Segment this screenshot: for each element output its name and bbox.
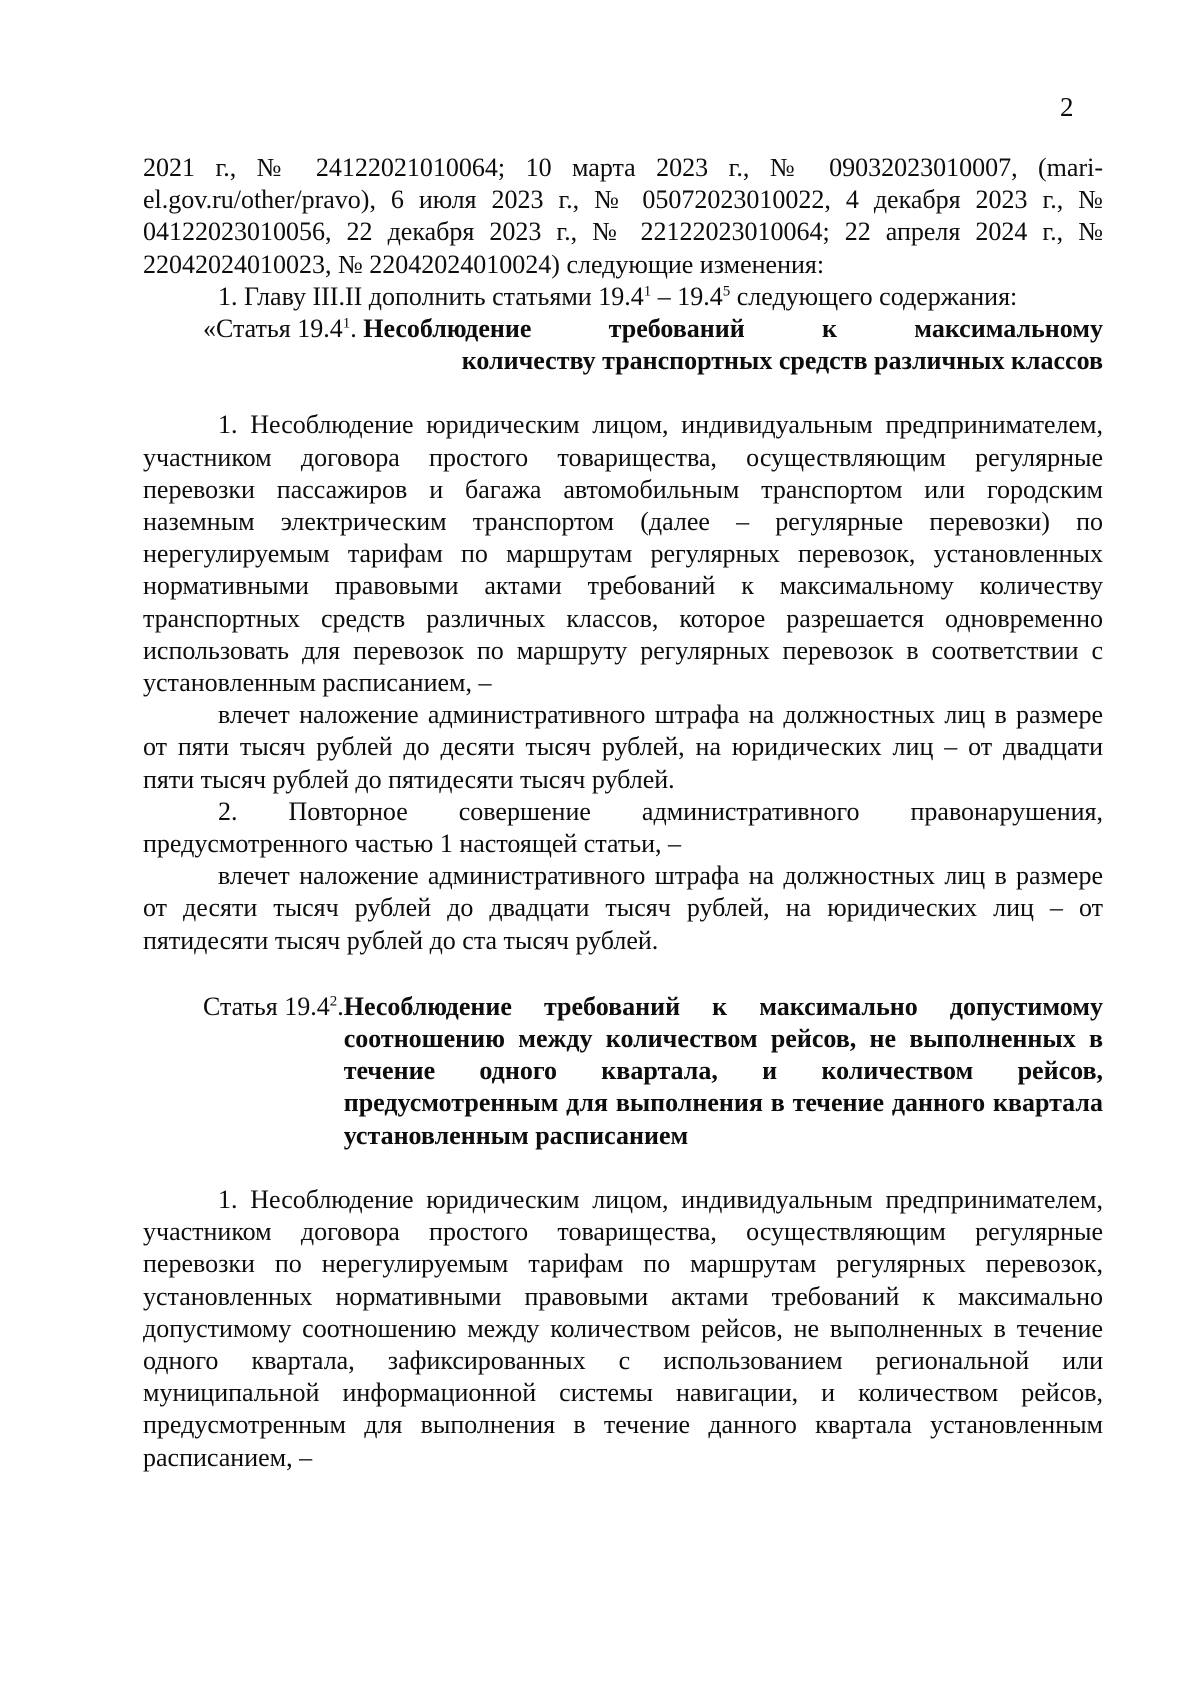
article-1-title-line-2: количеству транспортных средств различных классов	[461, 346, 1103, 376]
article-1-label: «Статья 19.4$^1$.	[203, 314, 364, 344]
article-1-title	[363, 313, 1103, 345]
amendment-item-1-text-b: – 19.4	[651, 281, 723, 311]
amendment-item-1-text-c: следующего содержания:	[730, 281, 1018, 311]
amendment-item-1	[143, 281, 1103, 313]
article-1-part-1: 1. Несоблюдение юридическим лицом, индивидуальным предпринимателем, участником договора простого товарищества, осуществляющим регулярные перевозки пассажиров и багажа автомобильным транспортом или городским наземным электрическим транспортом (далее – регулярные перевозки) по нерегулируемым тарифам по маршрутам регулярных перевозок, установленных нормативными правовыми актами требований к максимальному количеству транспортных средств различных классов, которое разрешается одновременно использовать для перевозок по маршруту регулярных перевозок в соответствии с установленным расписанием, –	[143, 410, 1103, 698]
article-2-heading	[143, 991, 1103, 1152]
article-2-part-1: 1. Несоблюдение юридическим лицом, индивидуальным предпринимателем, участником договора простого товарищества, осуществляющим регулярные перевозки по нерегулируемым тарифам по маршрутам регулярных перевозок, установленных нормативными правовыми актами требований к максимально допустимому соотношению между количеством рейсов, не выполненных в течение одного квартала, зафиксированных с использованием региональной или муниципальной информационной системы навигации, и количеством рейсов, предусмотренным для выполнения в течение данного квартала установленным расписанием, –	[143, 1184, 1103, 1472]
amendment-item-1-text-a: 1. Главу III.II дополнить статьями 19.4	[218, 281, 644, 311]
article-1-part-1-sanction: влечет наложение административного штрафа на должностных лиц в размере от пяти тысяч рублей до десяти тысяч рублей, на юридических лиц – от двадцати пяти тысяч рублей до пятидесяти тысяч рублей.	[143, 700, 1103, 794]
page-number: 2	[1060, 92, 1074, 122]
article-1-heading	[143, 313, 1103, 345]
article-2-title: Несоблюдение требований к максимально допустимому соотношению между количеством рейсов, не выполненных в течение одного квартала, и количеством рейсов, предусмотренным для выполнения в течение данного квартала установленным расписанием	[343, 991, 1103, 1150]
intro-paragraph: 2021 г., № 24122021010064; 10 марта 2023 г., № 09032023010007, (mari-el.gov.ru/other/pravo), 6 июля 2023 г., № 05072023010022, 4 декабря 2023 г., № 04122023010056, 22 декабря 2023 г., № 22122023010064; 22 апреля 2024 г., № 22042024010023, № 22042024010024) следующие изменения:	[143, 153, 1103, 279]
document-body	[143, 152, 1103, 1474]
article-1-title-line-1: Несоблюдение требований к максимальному	[363, 314, 1103, 344]
article-2-label: Статья 19.4$^2$.	[203, 991, 344, 1021]
amendment-item-1-sup-1: 1	[643, 283, 652, 300]
amendment-item-1-sup-2: 5	[722, 283, 731, 300]
article-1-part-2-sanction: влечет наложение административного штрафа на должностных лиц в размере от десяти тысяч рублей до двадцати тысяч рублей, на юридических лиц – от пятидесяти тысяч рублей до ста тысяч рублей.	[143, 861, 1103, 955]
article-1-part-2: 2. Повторное совершение административного правонарушения, предусмотренного частью 1 настоящей статьи, –	[143, 796, 1103, 859]
